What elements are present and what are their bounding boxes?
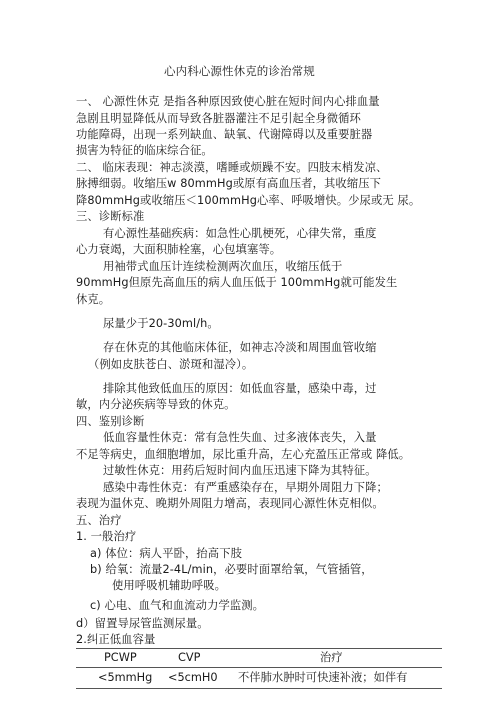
list-item: a) 体位：病人平卧，抬高下肢 — [90, 547, 242, 560]
text-line: 降80mmHg或收缩压＜100mmHg心率、呼吸增快。少尿或无 尿。 — [76, 194, 421, 207]
list-item: b) 给氧：流量2-4L/min，必要时面罩给氧，气管插管， — [90, 563, 373, 576]
text-line: 使用呼吸机辅助呼吸。 — [112, 579, 226, 592]
text-line: 休克。 — [76, 293, 111, 306]
table-header-pcwp: PCWP — [104, 651, 137, 664]
text-line: 过敏性休克：用药后短时间内血压迅速下降为其特征。 — [103, 464, 377, 477]
text-line: 用袖带式血压计连续检测两次血压，收缩压低于 — [103, 260, 343, 273]
text-line: 心力衰竭，大面积肺栓塞，心包填塞等。 — [76, 243, 282, 256]
table-cell: <5cmH0 — [168, 671, 218, 684]
sub-heading: 2.纠正低血容量 — [76, 633, 156, 646]
text-line: 存在休克的其他临床体征，如神志冷淡和周围血管收缩 — [103, 341, 377, 354]
list-item: c) 心电、血气和血流动力学监测。 — [90, 599, 265, 612]
table-cell: 不伴肺水肿时可快速补液；如伴有 — [238, 671, 408, 684]
text-line: 不足等病史，血细胞增加，尿比重升高，左心充盈压正常或 降低。 — [76, 448, 411, 461]
text-line: 二、 临床表现：神志淡漠，嗜睡或烦躁不安。四肢末梢发凉、 — [76, 161, 388, 174]
text-line: 90mmHg但原先高血压的病人血压低于 100mmHg就可能发生 — [76, 276, 398, 289]
text-line: 感染中毒性休克：有严重感染存在，早期外周阻力下降； — [103, 481, 388, 494]
document-title: 心内科心源性休克的诊治常规 — [164, 64, 315, 78]
sub-heading: 1. 一般治疗 — [76, 530, 137, 543]
text-line: 有心源性基础疾病：如急性心肌梗死，心律失常，重度 — [103, 227, 377, 240]
text-line: 表现为温休克、晚期外周阻力增高，表现同心源性休克相似。 — [76, 497, 384, 510]
table-header-cvp: CVP — [178, 651, 201, 664]
text-line: 一、 心源性休克 是指各种原因致使心脏在短时间内心排血量 — [76, 95, 380, 108]
table-top-rule — [76, 648, 442, 649]
section-heading: 五、治疗 — [76, 514, 122, 527]
text-line: 排除其他致低血压的原因：如低血容量，感染中毒，过 — [103, 382, 377, 395]
table-header-rule — [76, 667, 442, 668]
text-line: 脉搏细弱。收缩压w 80mmHg或原有高血压者，其收缩压下 — [76, 177, 382, 190]
text-line: 损害为特征的临床综合征。 — [76, 144, 213, 157]
text-line: （例如皮肤苍白、淤斑和湿冷）。 — [88, 358, 254, 371]
text-line: 急剧且明显降低从而导致各脏器灌注不足引起全身微循环 — [76, 112, 361, 125]
section-heading: 三、诊断标准 — [76, 210, 145, 223]
text-line: 低血容量性休克：常有急性失血、过多液体丧失，入量 — [103, 431, 377, 444]
table-row-rule — [76, 688, 442, 689]
table-cell: <5mmHg — [98, 671, 153, 684]
list-item: d）留置导尿管监测尿量。 — [76, 617, 209, 630]
text-line: 功能障碍，出现一系列缺血、缺氧、代谢障碍以及重要脏器 — [76, 128, 373, 141]
table-header-treatment: 治疗 — [320, 651, 343, 664]
section-heading: 四、鉴别诊断 — [76, 415, 145, 428]
text-line: 敏，内分泌疾病等导致的休克。 — [76, 398, 236, 411]
text-line: 尿量少于20-30ml/h。 — [103, 317, 219, 330]
